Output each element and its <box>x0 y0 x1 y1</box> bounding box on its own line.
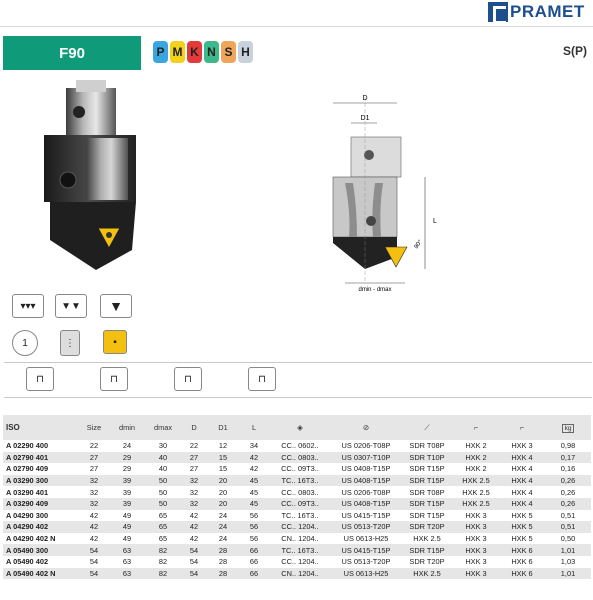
table-row <box>3 463 591 475</box>
table-cell: US 0408-T15P <box>331 498 401 510</box>
table-cell: 0,51 <box>560 510 576 520</box>
table-cell: US 0415-T15P <box>341 510 391 520</box>
table-cell: HXK 2 <box>465 464 487 474</box>
table-cell: 32 <box>181 475 207 487</box>
table-cell: 27 <box>189 464 199 474</box>
iso-group-badge: N <box>204 41 219 63</box>
table-row <box>3 568 591 580</box>
iso-group-badge: K <box>187 41 202 63</box>
boring-mode-2-icon: ⊓ <box>100 367 128 391</box>
table-cell: 63 <box>109 568 145 580</box>
table-cell: 82 <box>145 568 181 580</box>
heavy-cut-icon: ▼ <box>100 294 132 318</box>
table-cell: TC.. 16T3.. <box>281 510 319 520</box>
table-cell: 12 <box>218 441 228 451</box>
table-cell: 65 <box>158 534 168 544</box>
table-cell: 42 <box>189 510 199 520</box>
table-cell: CC.. 1204.. <box>281 557 319 567</box>
insert-icon: ◈ <box>297 423 303 432</box>
header-divider <box>0 26 593 27</box>
table-cell: CC.. 0803.. <box>281 487 319 497</box>
table-row <box>3 475 591 487</box>
screwdriver-icon: ⟋ <box>424 422 430 432</box>
table-cell: 45 <box>239 498 269 510</box>
table-cell: HXK 3 <box>453 544 499 556</box>
table-cell: A 02790 401 <box>3 452 79 464</box>
table-cell: HXK 3 <box>453 568 499 580</box>
table-cell: SDR T20P <box>409 557 445 567</box>
table-cell: 1,01 <box>545 544 591 556</box>
table-cell: 54 <box>189 557 199 567</box>
table-cell: 22 <box>89 441 99 451</box>
table-cell: A 04290 402 N <box>6 534 56 544</box>
table-cell: TC.. 16T3.. <box>269 544 331 556</box>
table-cell: 1,01 <box>545 568 591 580</box>
dim-label-d1: D1 <box>360 115 370 122</box>
table-cell: 24 <box>218 534 228 544</box>
product-table <box>3 415 591 579</box>
drill-coolant-icon: ⋮ <box>60 330 80 356</box>
table-cell: HXK 2.5 <box>462 487 490 497</box>
col-iso: ISO <box>6 423 20 432</box>
table-cell: 42 <box>89 510 99 520</box>
table-cell: CC.. 1204.. <box>269 521 331 533</box>
table-cell: A 05490 402 N <box>3 568 79 580</box>
light-cut-icon: ▾▾▾ <box>12 294 44 318</box>
table-cell: 65 <box>145 521 181 533</box>
table-cell: US 0307-T10P <box>331 452 401 464</box>
table-cell: 42 <box>181 521 207 533</box>
table-cell: HXK 2 <box>453 452 499 464</box>
table-cell: HXK 5 <box>499 521 545 533</box>
table-cell: 1,03 <box>560 557 576 567</box>
table-row <box>3 521 591 533</box>
table-cell: 54 <box>181 544 207 556</box>
table-cell: 20 <box>207 475 239 487</box>
table-cell: CC.. 0602.. <box>281 441 319 451</box>
table-cell: 54 <box>79 568 109 580</box>
table-cell: 27 <box>89 464 99 474</box>
single-edge-icon: 1 <box>12 330 38 356</box>
hex-key-lock-icon: ⌐ <box>519 423 525 432</box>
table-cell: 32 <box>79 498 109 510</box>
section-divider <box>4 362 592 363</box>
table-cell: 24 <box>207 521 239 533</box>
table-cell: 0,51 <box>545 521 591 533</box>
table-header-row <box>3 415 591 440</box>
col-d1: D1 <box>218 423 228 432</box>
table-cell: A 02790 409 <box>6 464 49 474</box>
table-cell: HXK 5 <box>511 510 533 520</box>
col-l: L <box>251 423 257 432</box>
table-cell: CN.. 1204.. <box>281 534 319 544</box>
table-cell: 50 <box>145 475 181 487</box>
iso-group-badge: H <box>238 41 253 63</box>
table-cell: 66 <box>239 544 269 556</box>
table-cell: 54 <box>181 568 207 580</box>
table-cell: HXK 6 <box>499 568 545 580</box>
table-cell: A 03290 401 <box>6 487 49 497</box>
table-cell: 45 <box>249 487 259 497</box>
table-cell: 20 <box>207 498 239 510</box>
table-row <box>3 533 591 545</box>
table-cell: 65 <box>158 510 168 520</box>
table-cell: HXK 3 <box>465 510 487 520</box>
table-cell: 50 <box>145 498 181 510</box>
pramet-logo <box>488 2 592 22</box>
table-cell: HXK 3 <box>465 557 487 567</box>
col-dmax: dmax <box>153 423 173 432</box>
pramet-logo-mark-icon <box>488 2 508 22</box>
table-cell: 54 <box>79 544 109 556</box>
table-cell: HXK 3 <box>465 534 487 544</box>
table-row <box>3 544 591 556</box>
table-row <box>3 498 591 510</box>
table-cell: 40 <box>158 464 168 474</box>
table-cell: 39 <box>109 498 145 510</box>
table-cell: 28 <box>207 544 239 556</box>
table-cell: 0,26 <box>545 498 591 510</box>
table-cell: 66 <box>239 568 269 580</box>
table-cell: US 0408-T15P <box>331 475 401 487</box>
table-row <box>3 452 591 464</box>
table-cell: US 0206-T08P <box>341 487 391 497</box>
table-cell: 15 <box>207 452 239 464</box>
table-cell: TC.. 16T3.. <box>269 475 331 487</box>
table-cell: 24 <box>122 441 132 451</box>
table-row <box>3 440 591 452</box>
table-cell: CC.. 09T3.. <box>269 498 331 510</box>
table-cell: A 05490 402 <box>6 557 49 567</box>
table-cell: 82 <box>145 544 181 556</box>
section-divider-2 <box>4 397 592 398</box>
table-cell: US 0513-T20P <box>331 521 401 533</box>
table-cell: 45 <box>239 475 269 487</box>
table-cell: 28 <box>207 568 239 580</box>
table-cell: 49 <box>109 521 145 533</box>
table-cell: 39 <box>122 487 132 497</box>
dim-label-angle: 90° <box>413 239 424 251</box>
table-cell: US 0613-H25 <box>331 568 401 580</box>
table-cell: SDR T08P <box>409 487 445 497</box>
table-cell: 56 <box>249 534 259 544</box>
table-cell: 15 <box>218 464 228 474</box>
dim-label-d: D <box>362 95 368 102</box>
table-cell: 63 <box>109 544 145 556</box>
table-cell: 22 <box>189 441 199 451</box>
table-cell: SDR T20P <box>401 521 453 533</box>
table-cell: CC.. 0803.. <box>269 452 331 464</box>
brand-name: PRAMET <box>510 2 585 21</box>
table-cell: 32 <box>89 487 99 497</box>
table-cell: A 04290 300 <box>6 510 49 520</box>
iso-group-badge: S <box>221 41 236 63</box>
dim-label-l: L <box>433 218 437 225</box>
page-title: F90 <box>3 36 141 70</box>
col-dmin: dmin <box>118 423 136 432</box>
table-cell: 63 <box>122 557 132 567</box>
table-cell: HXK 6 <box>511 557 533 567</box>
table-cell: 0,17 <box>545 452 591 464</box>
table-cell: US 0613-H25 <box>343 534 389 544</box>
table-cell: A 02290 400 <box>6 441 49 451</box>
table-cell: HXK 4 <box>499 498 545 510</box>
weight-icon <box>545 415 591 440</box>
table-cell: 0,50 <box>560 534 576 544</box>
iso-group-badge: P <box>153 41 168 63</box>
table-cell: A 03290 409 <box>3 498 79 510</box>
weight-unit: kg <box>562 424 575 433</box>
table-cell: SDR T08P <box>409 441 445 451</box>
table-cell: 32 <box>189 487 199 497</box>
table-cell: A 04290 402 <box>3 521 79 533</box>
hex-key-icon: ⌐ <box>473 423 479 432</box>
boring-mode-3-icon: ⊓ <box>174 367 202 391</box>
table-cell: HXK 2.5 <box>453 475 499 487</box>
boring-mode-4-icon: ⊓ <box>248 367 276 391</box>
table-cell: US 0415-T15P <box>331 544 401 556</box>
table-cell: HXK 2.5 <box>413 534 441 544</box>
clamping-system-label: S(P) <box>563 44 587 58</box>
table-cell: 49 <box>122 510 132 520</box>
table-cell: HXK 3 <box>511 441 533 451</box>
table-row <box>3 556 591 568</box>
table-cell: HXK 2.5 <box>401 568 453 580</box>
table-cell: 20 <box>218 487 228 497</box>
iso-material-groups <box>153 41 253 63</box>
table-cell: 42 <box>79 521 109 533</box>
table-cell: HXK 3 <box>453 521 499 533</box>
table-cell: 42 <box>239 452 269 464</box>
table-cell: 0,26 <box>545 475 591 487</box>
table-cell: HXK 4 <box>499 475 545 487</box>
medium-cut-icon: ▼▼ <box>55 294 87 318</box>
table-cell: 29 <box>109 452 145 464</box>
col-size: Size <box>86 423 102 432</box>
table-cell: 82 <box>158 557 168 567</box>
table-row <box>3 510 591 522</box>
screw-icon: ⊘ <box>362 423 370 432</box>
table-cell: US 0513-T20P <box>341 557 391 567</box>
dim-label-bore: dmin - dmax <box>358 287 392 293</box>
table-cell: 0,98 <box>560 441 576 451</box>
table-cell: 40 <box>145 452 181 464</box>
table-cell: 0,16 <box>560 464 576 474</box>
table-cell: A 03290 300 <box>3 475 79 487</box>
table-cell: 27 <box>181 452 207 464</box>
table-cell: 42 <box>89 534 99 544</box>
table-cell: 28 <box>218 557 228 567</box>
table-cell: HXK 2 <box>465 441 487 451</box>
technical-drawing <box>325 93 455 293</box>
table-cell: HXK 2.5 <box>453 498 499 510</box>
table-cell: 50 <box>158 487 168 497</box>
table-cell: HXK 4 <box>499 452 545 464</box>
table-cell: 30 <box>158 441 168 451</box>
table-cell: 42 <box>189 534 199 544</box>
table-cell: HXK 4 <box>511 464 533 474</box>
table-cell: 42 <box>249 464 259 474</box>
tool-photo <box>36 80 144 280</box>
table-cell: 34 <box>249 441 259 451</box>
table-cell: CC.. 09T3.. <box>281 464 319 474</box>
table-cell: HXK 4 <box>511 487 533 497</box>
iso-group-badge: M <box>170 41 185 63</box>
table-cell: 0,26 <box>560 487 576 497</box>
table-cell: CN.. 1204.. <box>269 568 331 580</box>
table-cell: 54 <box>89 557 99 567</box>
table-cell: 32 <box>181 498 207 510</box>
table-cell: 56 <box>249 510 259 520</box>
table-cell: SDR T15P <box>409 510 445 520</box>
table-cell: 56 <box>239 521 269 533</box>
table-cell: HXK 5 <box>511 534 533 544</box>
table-cell: SDR T15P <box>401 544 453 556</box>
table-cell: SDR T15P <box>409 464 445 474</box>
table-cell: HXK 6 <box>499 544 545 556</box>
table-cell: 66 <box>249 557 259 567</box>
table-cell: 49 <box>122 534 132 544</box>
table-cell: 27 <box>79 452 109 464</box>
table-cell: US 0206-T08P <box>341 441 391 451</box>
insert-position-icon: ▪ <box>103 330 127 354</box>
table-cell: SDR T15P <box>401 475 453 487</box>
table-cell: A 05490 300 <box>3 544 79 556</box>
boring-mode-1-icon: ⊓ <box>26 367 54 391</box>
table-row <box>3 486 591 498</box>
table-cell: SDR T10P <box>401 452 453 464</box>
table-cell: 32 <box>79 475 109 487</box>
col-d: D <box>191 423 197 432</box>
table-cell: 24 <box>218 510 228 520</box>
table-cell: 39 <box>109 475 145 487</box>
table-cell: US 0408-T15P <box>341 464 391 474</box>
table-cell: 29 <box>122 464 132 474</box>
table-cell: SDR T15P <box>401 498 453 510</box>
